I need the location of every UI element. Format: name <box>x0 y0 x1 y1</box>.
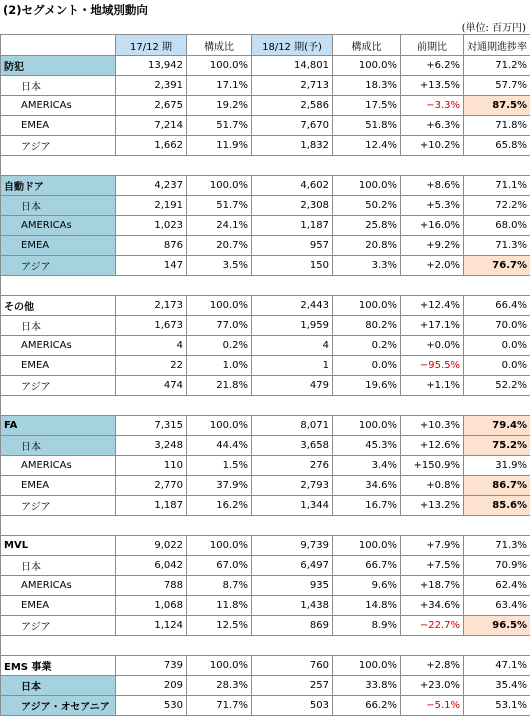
fy18-ratio-cell: 34.6% <box>333 476 401 496</box>
progress-cell: 47.1% <box>464 656 530 676</box>
spacer-cell <box>1 636 530 656</box>
progress-cell: 96.5% <box>464 616 530 636</box>
fy17-ratio-cell: 44.4% <box>187 436 252 456</box>
fy18-value-cell: 2,586 <box>252 96 333 116</box>
fy18-value-cell: 3,658 <box>252 436 333 456</box>
region-name: AMERICAs <box>1 96 116 116</box>
progress-cell: 71.3% <box>464 236 530 256</box>
fy17-value-cell: 147 <box>116 256 187 276</box>
yoy-cell: +17.1% <box>401 316 464 336</box>
fy17-value-cell: 530 <box>116 696 187 716</box>
progress-cell: 57.7% <box>464 76 530 96</box>
region-name: 日本 <box>1 76 116 96</box>
fy18-value-cell: 1,832 <box>252 136 333 156</box>
fy17-value-cell: 13,942 <box>116 56 187 76</box>
region-name: AMERICAs <box>1 456 116 476</box>
fy17-value-cell: 2,770 <box>116 476 187 496</box>
fy17-ratio-cell: 71.7% <box>187 696 252 716</box>
progress-cell: 35.4% <box>464 676 530 696</box>
fy18-value-cell: 869 <box>252 616 333 636</box>
fy18-ratio-cell: 100.0% <box>333 176 401 196</box>
yoy-cell: +7.5% <box>401 556 464 576</box>
fy17-ratio-cell: 51.7% <box>187 196 252 216</box>
fy17-ratio-cell: 1.0% <box>187 356 252 376</box>
segment-name: 自動ドア <box>1 176 116 196</box>
fy17-ratio-cell: 67.0% <box>187 556 252 576</box>
spacer-cell <box>1 276 530 296</box>
progress-cell: 0.0% <box>464 356 530 376</box>
fy18-ratio-cell: 100.0% <box>333 536 401 556</box>
region-row <box>1 436 530 456</box>
yoy-cell: +10.2% <box>401 136 464 156</box>
fy17-value-cell: 209 <box>116 676 187 696</box>
progress-cell: 53.1% <box>464 696 530 716</box>
region-row <box>1 236 530 256</box>
region-row <box>1 616 530 636</box>
fy17-value-cell: 3,248 <box>116 436 187 456</box>
fy17-ratio-cell: 3.5% <box>187 256 252 276</box>
fy18-value-cell: 4 <box>252 336 333 356</box>
region-name: 日本 <box>1 436 116 456</box>
spacer-cell <box>1 396 530 416</box>
segment-total-row <box>1 56 530 76</box>
region-row <box>1 556 530 576</box>
fy18-value-cell: 1,959 <box>252 316 333 336</box>
region-name: 日本 <box>1 196 116 216</box>
header-fy18-forecast: 18/12 期(予) <box>252 35 333 56</box>
region-name: アジア <box>1 256 116 276</box>
fy17-value-cell: 739 <box>116 656 187 676</box>
progress-cell: 65.8% <box>464 136 530 156</box>
fy18-ratio-cell: 51.8% <box>333 116 401 136</box>
region-row <box>1 256 530 276</box>
fy18-ratio-cell: 33.8% <box>333 676 401 696</box>
region-row <box>1 696 530 716</box>
spacer-cell <box>1 156 530 176</box>
header-ratio-17: 構成比 <box>187 35 252 56</box>
fy17-value-cell: 110 <box>116 456 187 476</box>
yoy-cell: +1.1% <box>401 376 464 396</box>
fy17-ratio-cell: 24.1% <box>187 216 252 236</box>
yoy-cell: −22.7% <box>401 616 464 636</box>
region-name: AMERICAs <box>1 576 116 596</box>
fy18-value-cell: 935 <box>252 576 333 596</box>
fy17-value-cell: 2,391 <box>116 76 187 96</box>
segment-total-row <box>1 656 530 676</box>
fy18-value-cell: 9,739 <box>252 536 333 556</box>
fy18-value-cell: 1,344 <box>252 496 333 516</box>
fy18-ratio-cell: 100.0% <box>333 656 401 676</box>
fy18-ratio-cell: 20.8% <box>333 236 401 256</box>
yoy-cell: +12.6% <box>401 436 464 456</box>
header-ratio-18: 構成比 <box>333 35 401 56</box>
fy17-ratio-cell: 100.0% <box>187 176 252 196</box>
fy17-ratio-cell: 21.8% <box>187 376 252 396</box>
fy18-ratio-cell: 19.6% <box>333 376 401 396</box>
fy18-value-cell: 150 <box>252 256 333 276</box>
fy18-value-cell: 4,602 <box>252 176 333 196</box>
fy18-ratio-cell: 25.8% <box>333 216 401 236</box>
fy18-ratio-cell: 17.5% <box>333 96 401 116</box>
fy17-value-cell: 2,191 <box>116 196 187 216</box>
region-row <box>1 76 530 96</box>
yoy-cell: +2.8% <box>401 656 464 676</box>
fy18-value-cell: 276 <box>252 456 333 476</box>
region-row <box>1 376 530 396</box>
yoy-cell: +8.6% <box>401 176 464 196</box>
fy18-ratio-cell: 14.8% <box>333 596 401 616</box>
progress-cell: 79.4% <box>464 416 530 436</box>
fy18-ratio-cell: 100.0% <box>333 296 401 316</box>
yoy-cell: +2.0% <box>401 256 464 276</box>
fy17-value-cell: 1,673 <box>116 316 187 336</box>
progress-cell: 87.5% <box>464 96 530 116</box>
yoy-cell: +16.0% <box>401 216 464 236</box>
segment-total-row <box>1 176 530 196</box>
fy17-ratio-cell: 19.2% <box>187 96 252 116</box>
region-row <box>1 476 530 496</box>
region-name: 日本 <box>1 676 116 696</box>
fy17-ratio-cell: 0.2% <box>187 336 252 356</box>
yoy-cell: +10.3% <box>401 416 464 436</box>
region-name: EMEA <box>1 236 116 256</box>
fy18-ratio-cell: 8.9% <box>333 616 401 636</box>
progress-cell: 62.4% <box>464 576 530 596</box>
yoy-cell: +6.2% <box>401 56 464 76</box>
fy17-value-cell: 1,662 <box>116 136 187 156</box>
fy18-ratio-cell: 45.3% <box>333 436 401 456</box>
header-progress: 対通期進捗率 <box>464 35 530 56</box>
fy18-value-cell: 957 <box>252 236 333 256</box>
fy18-ratio-cell: 12.4% <box>333 136 401 156</box>
region-name: アジア <box>1 136 116 156</box>
fy17-value-cell: 22 <box>116 356 187 376</box>
fy17-value-cell: 474 <box>116 376 187 396</box>
yoy-cell: −95.5% <box>401 356 464 376</box>
fy17-ratio-cell: 100.0% <box>187 536 252 556</box>
fy18-ratio-cell: 80.2% <box>333 316 401 336</box>
segment-name: FA <box>1 416 116 436</box>
spacer-row <box>1 636 530 656</box>
region-row <box>1 356 530 376</box>
fy17-value-cell: 4,237 <box>116 176 187 196</box>
fy17-value-cell: 2,675 <box>116 96 187 116</box>
spacer-row <box>1 396 530 416</box>
fy17-ratio-cell: 8.7% <box>187 576 252 596</box>
region-name: アジア <box>1 496 116 516</box>
progress-cell: 71.3% <box>464 536 530 556</box>
progress-cell: 63.4% <box>464 596 530 616</box>
fy18-value-cell: 503 <box>252 696 333 716</box>
header-row <box>1 35 530 56</box>
fy18-value-cell: 2,308 <box>252 196 333 216</box>
progress-cell: 70.9% <box>464 556 530 576</box>
fy17-ratio-cell: 11.8% <box>187 596 252 616</box>
fy18-value-cell: 1 <box>252 356 333 376</box>
segment-name: EMS 事業 <box>1 656 116 676</box>
fy17-ratio-cell: 17.1% <box>187 76 252 96</box>
page-title: (2)セグメント・地域別動向 <box>3 2 148 18</box>
region-row <box>1 456 530 476</box>
fy17-ratio-cell: 51.7% <box>187 116 252 136</box>
yoy-cell: +7.9% <box>401 536 464 556</box>
region-name: 日本 <box>1 556 116 576</box>
yoy-cell: +0.8% <box>401 476 464 496</box>
region-row <box>1 676 530 696</box>
segment-total-row <box>1 296 530 316</box>
fy18-value-cell: 2,443 <box>252 296 333 316</box>
fy17-value-cell: 1,023 <box>116 216 187 236</box>
fy18-value-cell: 257 <box>252 676 333 696</box>
region-name: EMEA <box>1 596 116 616</box>
fy18-ratio-cell: 100.0% <box>333 416 401 436</box>
yoy-cell: +6.3% <box>401 116 464 136</box>
region-name: AMERICAs <box>1 336 116 356</box>
region-row <box>1 196 530 216</box>
progress-cell: 71.2% <box>464 56 530 76</box>
fy18-value-cell: 1,187 <box>252 216 333 236</box>
region-row <box>1 316 530 336</box>
segment-total-row <box>1 416 530 436</box>
yoy-cell: +12.4% <box>401 296 464 316</box>
segment-name: MVL <box>1 536 116 556</box>
region-row <box>1 136 530 156</box>
fy18-ratio-cell: 3.4% <box>333 456 401 476</box>
fy17-value-cell: 7,315 <box>116 416 187 436</box>
spacer-cell <box>1 516 530 536</box>
fy17-ratio-cell: 12.5% <box>187 616 252 636</box>
yoy-cell: +5.3% <box>401 196 464 216</box>
fy18-ratio-cell: 66.2% <box>333 696 401 716</box>
segment-name: 防犯 <box>1 56 116 76</box>
fy17-ratio-cell: 20.7% <box>187 236 252 256</box>
fy18-value-cell: 7,670 <box>252 116 333 136</box>
progress-cell: 52.2% <box>464 376 530 396</box>
fy18-value-cell: 8,071 <box>252 416 333 436</box>
progress-cell: 85.6% <box>464 496 530 516</box>
region-name: AMERICAs <box>1 216 116 236</box>
fy17-value-cell: 876 <box>116 236 187 256</box>
yoy-cell: −3.3% <box>401 96 464 116</box>
progress-cell: 71.1% <box>464 176 530 196</box>
yoy-cell: +9.2% <box>401 236 464 256</box>
region-name: EMEA <box>1 356 116 376</box>
region-name: アジア <box>1 376 116 396</box>
region-row <box>1 336 530 356</box>
progress-cell: 31.9% <box>464 456 530 476</box>
fy18-ratio-cell: 18.3% <box>333 76 401 96</box>
fy17-ratio-cell: 1.5% <box>187 456 252 476</box>
fy17-value-cell: 4 <box>116 336 187 356</box>
yoy-cell: +34.6% <box>401 596 464 616</box>
yoy-cell: +0.0% <box>401 336 464 356</box>
region-row <box>1 216 530 236</box>
fy18-value-cell: 14,801 <box>252 56 333 76</box>
fy18-value-cell: 760 <box>252 656 333 676</box>
unit-note: (単位: 百万円) <box>462 19 526 34</box>
fy17-ratio-cell: 100.0% <box>187 56 252 76</box>
progress-cell: 66.4% <box>464 296 530 316</box>
fy17-value-cell: 1,124 <box>116 616 187 636</box>
fy17-ratio-cell: 100.0% <box>187 416 252 436</box>
fy18-value-cell: 1,438 <box>252 596 333 616</box>
spacer-row <box>1 516 530 536</box>
segment-total-row <box>1 536 530 556</box>
fy17-value-cell: 7,214 <box>116 116 187 136</box>
fy17-ratio-cell: 37.9% <box>187 476 252 496</box>
yoy-cell: +150.9% <box>401 456 464 476</box>
region-name: アジア・オセアニア <box>1 696 116 716</box>
fy17-value-cell: 1,068 <box>116 596 187 616</box>
region-row <box>1 96 530 116</box>
region-name: 日本 <box>1 316 116 336</box>
region-row <box>1 576 530 596</box>
fy18-ratio-cell: 100.0% <box>333 56 401 76</box>
fy18-value-cell: 2,793 <box>252 476 333 496</box>
fy18-ratio-cell: 50.2% <box>333 196 401 216</box>
fy17-ratio-cell: 16.2% <box>187 496 252 516</box>
fy18-value-cell: 479 <box>252 376 333 396</box>
fy18-value-cell: 6,497 <box>252 556 333 576</box>
region-row <box>1 116 530 136</box>
region-row <box>1 596 530 616</box>
progress-cell: 0.0% <box>464 336 530 356</box>
yoy-cell: −5.1% <box>401 696 464 716</box>
header-corner <box>1 35 116 56</box>
fy18-ratio-cell: 0.2% <box>333 336 401 356</box>
fy17-ratio-cell: 77.0% <box>187 316 252 336</box>
fy18-ratio-cell: 66.7% <box>333 556 401 576</box>
progress-cell: 71.8% <box>464 116 530 136</box>
progress-cell: 76.7% <box>464 256 530 276</box>
fy17-ratio-cell: 28.3% <box>187 676 252 696</box>
region-row <box>1 496 530 516</box>
header-yoy: 前期比 <box>401 35 464 56</box>
progress-cell: 68.0% <box>464 216 530 236</box>
yoy-cell: +18.7% <box>401 576 464 596</box>
segment-name: その他 <box>1 296 116 316</box>
region-name: EMEA <box>1 116 116 136</box>
progress-cell: 70.0% <box>464 316 530 336</box>
fy17-value-cell: 6,042 <box>116 556 187 576</box>
fy17-value-cell: 2,173 <box>116 296 187 316</box>
segment-table <box>0 34 530 716</box>
header-fy17: 17/12 期 <box>116 35 187 56</box>
fy18-ratio-cell: 9.6% <box>333 576 401 596</box>
spacer-row <box>1 276 530 296</box>
spacer-row <box>1 156 530 176</box>
region-name: EMEA <box>1 476 116 496</box>
fy18-ratio-cell: 3.3% <box>333 256 401 276</box>
fy17-ratio-cell: 100.0% <box>187 296 252 316</box>
fy18-ratio-cell: 16.7% <box>333 496 401 516</box>
progress-cell: 86.7% <box>464 476 530 496</box>
progress-cell: 75.2% <box>464 436 530 456</box>
yoy-cell: +23.0% <box>401 676 464 696</box>
progress-cell: 72.2% <box>464 196 530 216</box>
fy18-value-cell: 2,713 <box>252 76 333 96</box>
fy17-ratio-cell: 11.9% <box>187 136 252 156</box>
region-name: アジア <box>1 616 116 636</box>
fy17-ratio-cell: 100.0% <box>187 656 252 676</box>
fy18-ratio-cell: 0.0% <box>333 356 401 376</box>
yoy-cell: +13.2% <box>401 496 464 516</box>
yoy-cell: +13.5% <box>401 76 464 96</box>
fy17-value-cell: 1,187 <box>116 496 187 516</box>
fy17-value-cell: 788 <box>116 576 187 596</box>
fy17-value-cell: 9,022 <box>116 536 187 556</box>
